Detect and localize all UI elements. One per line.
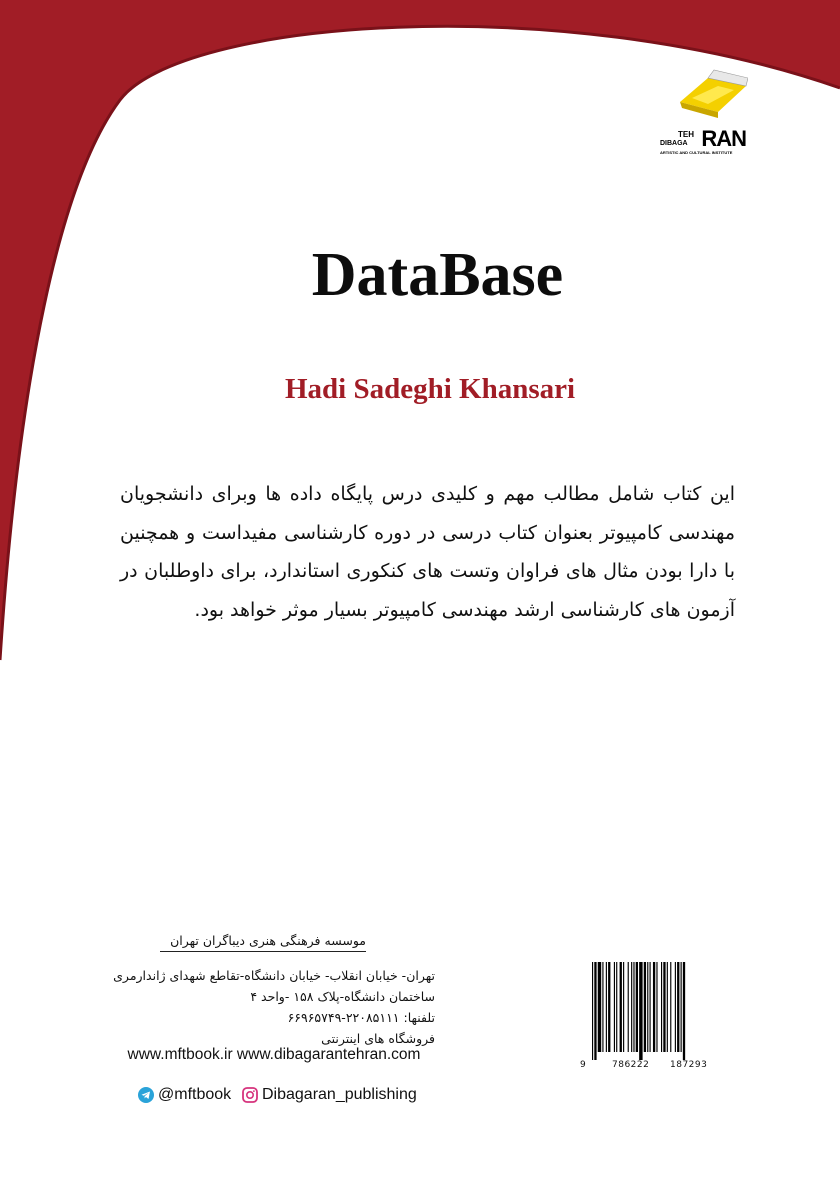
barcode-bar [620,962,622,1052]
barcode-bar [614,962,615,1052]
barcode-bar [675,962,676,1052]
barcode-bar [592,962,593,1060]
instagram-icon [242,1087,258,1103]
barcode-prefix-digit: 9 [580,1060,587,1070]
barcode-bar [636,962,638,1052]
instagram-handle: Dibagaran_publishing [262,1086,417,1103]
address-line: تهران- خیابان انقلاب- خیابان دانشگاه-تقاطع شهدای ژاندارمری [113,968,435,983]
barcode-bar [663,962,665,1052]
barcode-bar [681,962,682,1052]
logo-subtitle: ARTISTIC AND CULTURAL INSTITUTE [660,150,733,155]
barcode-bar [602,962,603,1052]
barcode-bar [628,962,629,1052]
telegram-icon [138,1087,154,1103]
barcode-bar [594,962,596,1060]
barcode-bar [598,962,601,1052]
phone-line: تلفنها: ۲۲۰۸۵۱۱۱-۶۶۹۶۵۷۴۹ [287,1010,435,1025]
barcode-bar [647,962,648,1052]
barcode-group-left: 786222 [612,1060,650,1070]
barcode-bar [677,962,679,1052]
telegram-link[interactable] [138,1086,231,1104]
barcode-bar [616,962,617,1052]
logo-word-teh: TEH [678,130,694,139]
barcode-bar [631,962,632,1052]
address-line: ساختمان دانشگاه-پلاک ۱۵۸ -واحد ۴ [250,989,435,1004]
barcode-bar [606,962,607,1052]
barcode-bar [644,962,646,1052]
barcode-bar [661,962,662,1052]
barcode-bar [667,962,668,1052]
social-links [138,1086,438,1108]
publisher-address [90,965,435,1049]
book-author: Hadi Sadeghi Khansari [284,373,576,405]
online-stores-label: فروشگاه های اینترنتی [321,1031,435,1046]
publisher-name: موسسه فرهنگی هنری دیباگران تهران [160,933,366,952]
telegram-handle: @mftbook [158,1086,232,1103]
barcode-bar [683,962,685,1060]
barcode-group-right: 187293 [670,1060,708,1070]
logo-word-ran: RAN [701,126,746,151]
book-title: DataBase [311,241,564,309]
publisher-websites[interactable]: www.mftbook.ir www.dibagarantehran.com [127,1046,421,1063]
barcode-bar [650,962,651,1052]
barcode-bar [670,962,671,1052]
barcode-bar [623,962,624,1052]
barcode-bar [639,962,642,1060]
book-description: این کتاب شامل مطالب مهم و کلیدی درس پایگاه داده ها وبرای دانشجویان مهندسی کامپیوتر بعنوان کتاب درسی در دوره کارشناسی مفیداست و همچنین با دارا بودن مثال های فراوان وتست های کنکوری استاندارد، برای داوطلبان در آزمون های کارشناسی ارشد مهندسی کامپیوتر بسیار موثر خواهد بود. [120,483,735,621]
barcode-bar [633,962,634,1052]
logo-word-dibaga: DIBAGA [660,140,688,147]
barcode-bar [656,962,657,1052]
instagram-link[interactable] [242,1086,417,1104]
isbn-barcode [578,962,728,1074]
publisher-logo [660,68,750,168]
barcode-bar [608,962,610,1052]
barcode-bar [653,962,655,1052]
open-book-logo-icon [678,68,748,120]
